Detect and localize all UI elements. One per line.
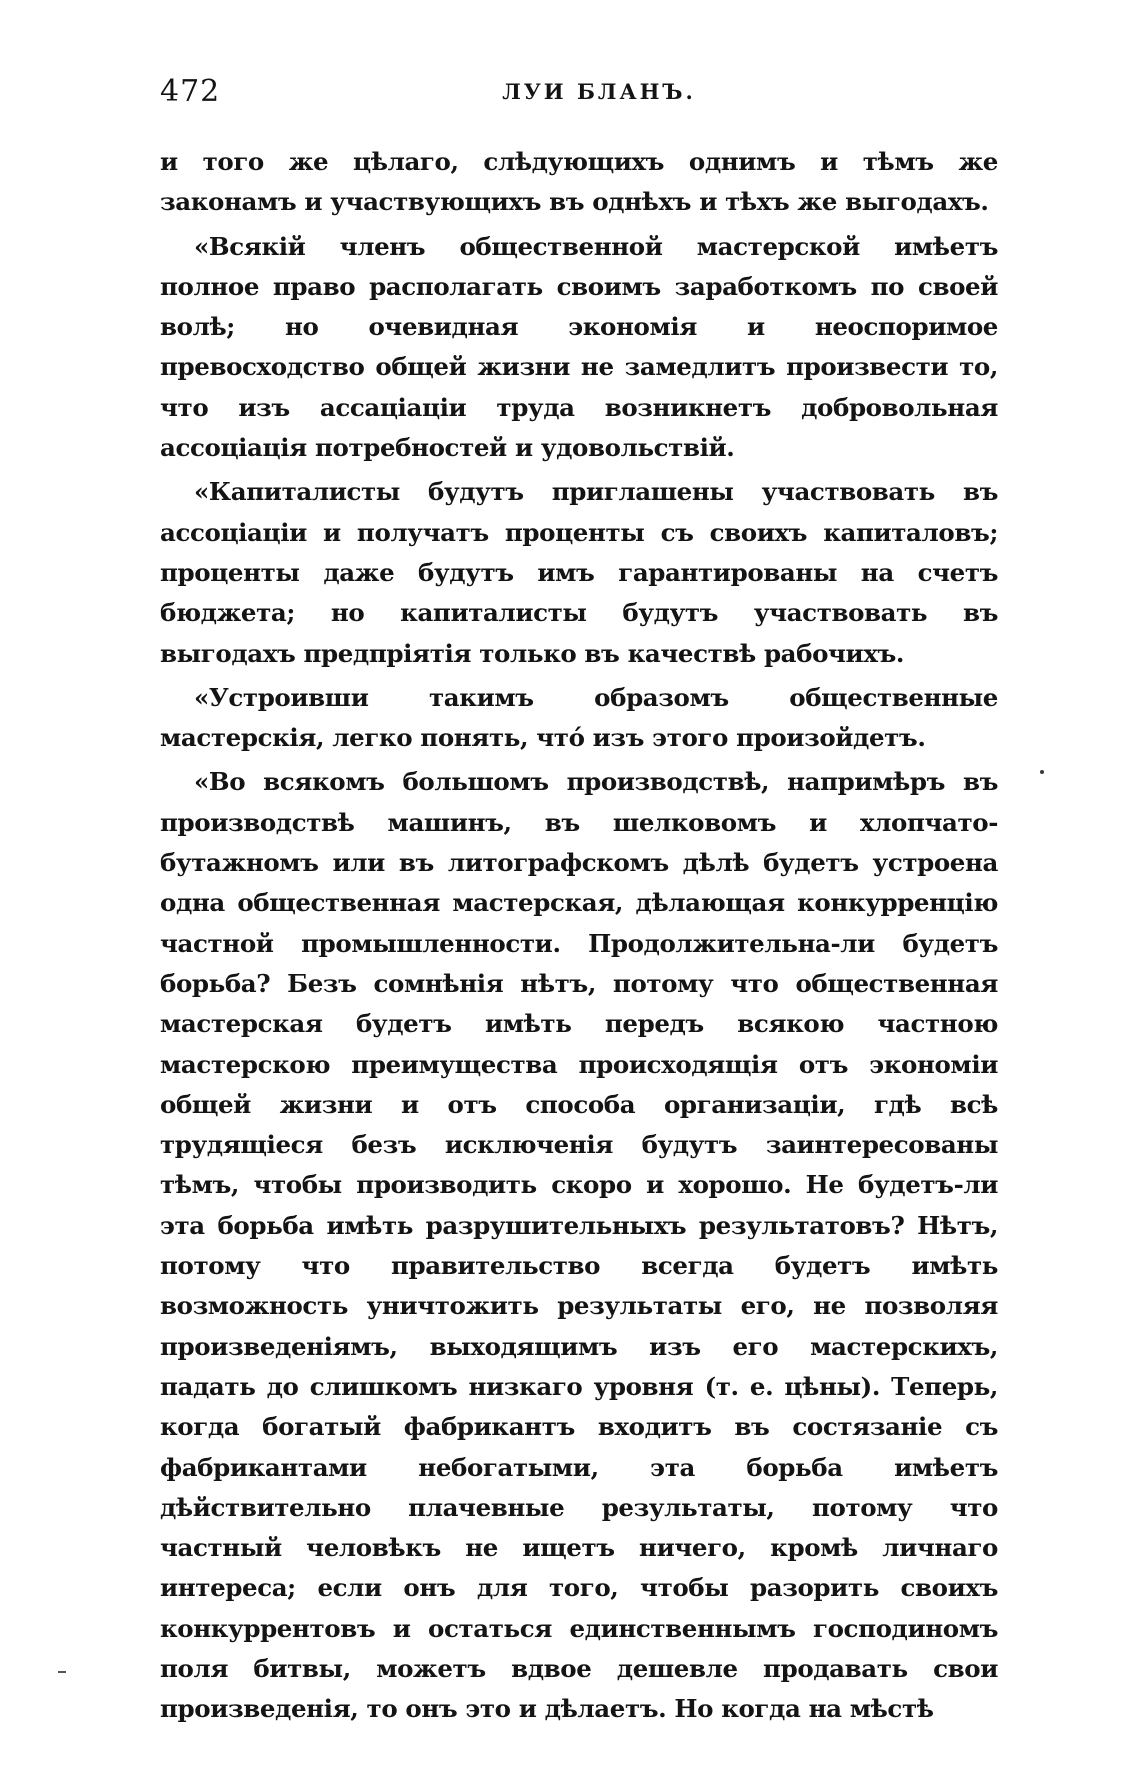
- body-text: [160, 142, 998, 1730]
- paragraph: «Капиталисты будутъ приглашены участвовать въ ассоціаціи и получатъ проценты съ своихъ капиталовъ; проценты даже будутъ имъ гарантированы на счетъ бюджета; но капиталисты будутъ участвовать въ выгодахъ предпріятія только въ качествѣ рабочихъ.: [160, 477, 998, 668]
- paragraph: «Во всякомъ большомъ производствѣ, напримѣръ въ производствѣ машинъ, въ шелковомъ и хлопчато-бутажномъ или въ литографскомъ дѣлѣ будетъ устроена одна общественная мастерская, дѣлающая конкурренцію частной промышленности. Продолжительна-ли будетъ борьба? Безъ сомнѣнія нѣтъ, потому что общественная мастерская будетъ имѣть передъ всякою частною мастерскою преимущества происходящія отъ экономіи общей жизни и отъ способа организаціи, гдѣ всѣ трудящіеся безъ исключенія будутъ заинтересованы тѣмъ, чтобы производить скоро и хорошо. Не будетъ-ли эта борьба имѣть разрушительныхъ результатовъ? Нѣтъ, потому что правительство всегда будетъ имѣть возможность уничтожить результаты его, не позволяя произведеніямъ, выходящимъ изъ его мастерскихъ, падать до слишкомъ низкаго уровня (т. е. цѣны). Теперь, когда богатый фабрикантъ входитъ въ состязаніе съ фабрикантами небогатыми, эта борьба имѣетъ дѣйствительно плачевные результаты, потому что частный человѣкъ не ищетъ ничего, кромѣ личнаго интереса; если онъ для того, чтобы разорить своихъ конкуррентовъ и остаться единственнымъ господиномъ поля битвы, можетъ вдвое дешевле продавать свои произведенія, то онъ это и дѣлаетъ. Но когда на мѣстѣ: [160, 767, 998, 1724]
- page-number: 472: [160, 74, 221, 109]
- running-title: ЛУИ БЛАНЪ.: [502, 79, 696, 104]
- paragraph: «Устроивши такимъ образомъ общественные мастерскія, легко понять, чтó изъ этого произойдетъ.: [160, 682, 998, 753]
- paragraph: «Всякій членъ общественной мастерской имѣетъ полное право располагать своимъ заработкомъ по своей волѣ; но очевидная экономія и неоспоримое превосходство общей жизни не замедлитъ произвести то, что изъ ассаціаціи труда возникнетъ добровольная ассоціація потребностей и удовольствій.: [160, 231, 998, 463]
- running-head: [160, 74, 998, 114]
- paragraph-continuation: и того же цѣлаго, слѣдующихъ однимъ и тѣмъ же законамъ и участвующихъ въ однѣхъ и тѣхъ же выгодахъ.: [160, 147, 998, 217]
- margin-mark: [58, 1671, 66, 1673]
- ink-speck: [1040, 770, 1044, 774]
